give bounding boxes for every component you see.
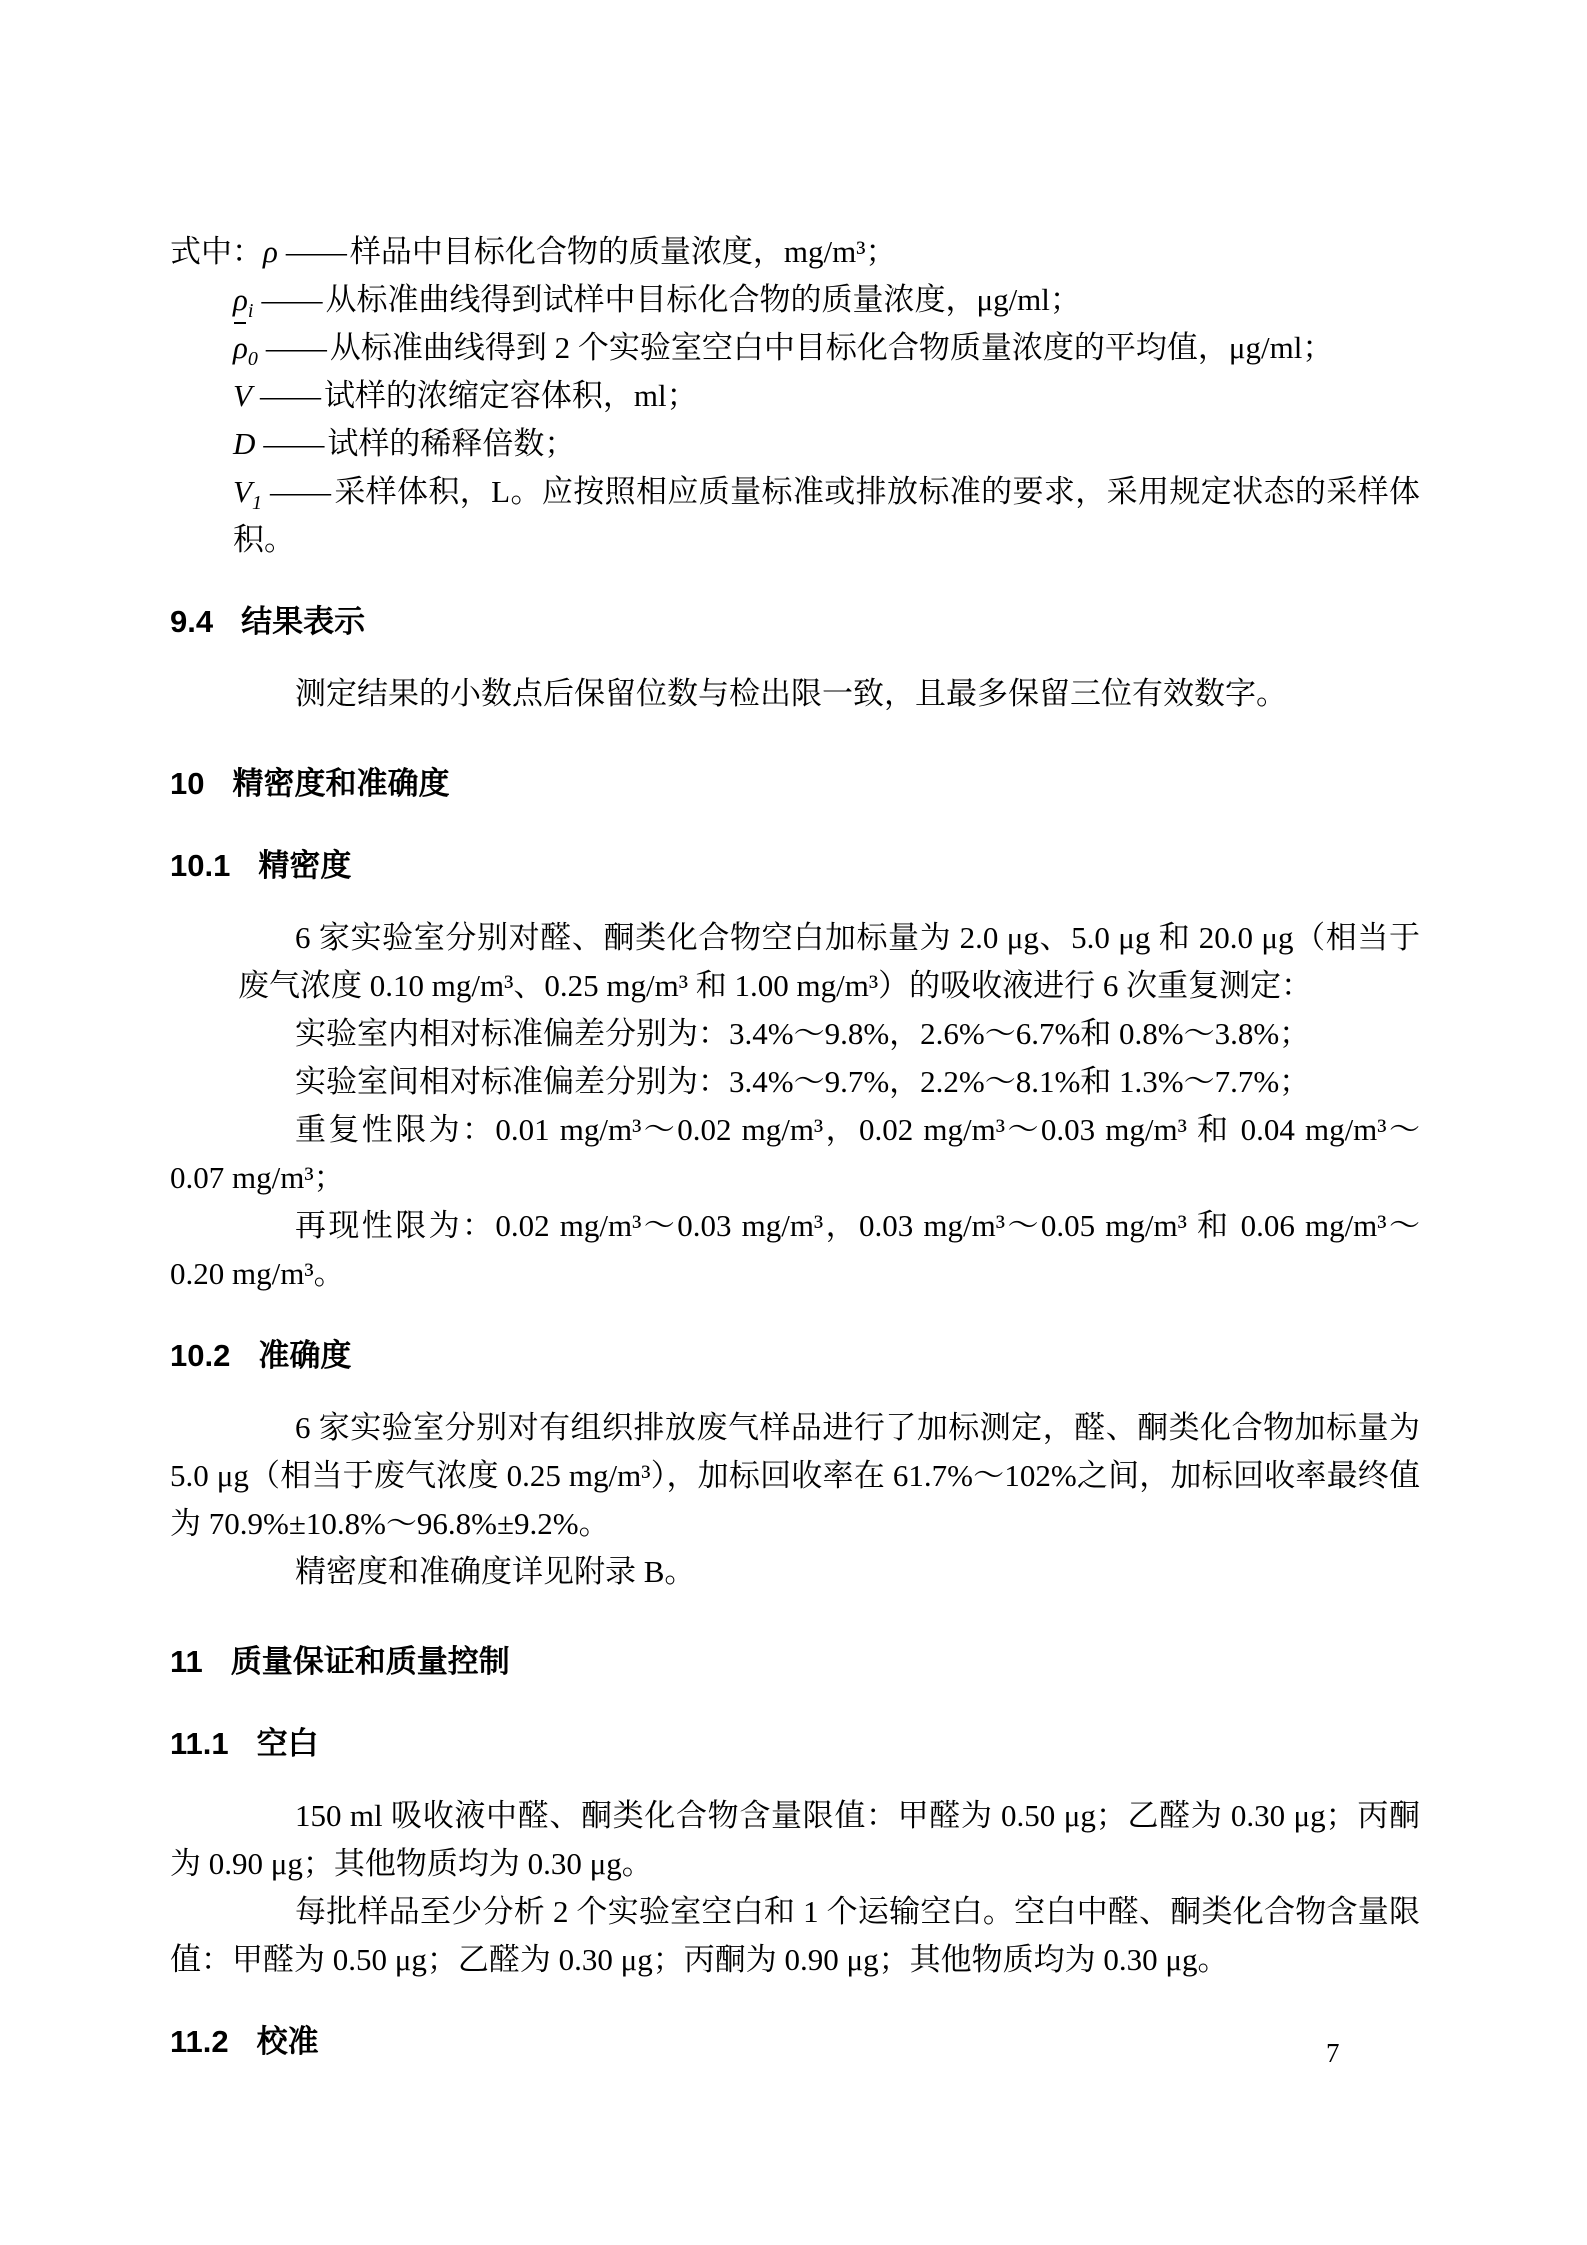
definition-line [170, 324, 1420, 372]
section-heading [170, 598, 1420, 646]
section-number: 11 [170, 1644, 203, 1679]
paragraph: 再现性限为：0.02 mg/m³～0.03 mg/m³，0.03 mg/m³～0.05 mg/m³ 和 0.06 mg/m³～0.20 mg/m³。 [170, 1208, 1420, 1291]
definition-dash: —— [269, 474, 330, 509]
section-number: 10.2 [170, 1338, 231, 1373]
definition-line [170, 228, 1420, 276]
variable-base: ρ [263, 234, 278, 269]
paragraph: 精密度和准确度详见附录 B。 [295, 1554, 696, 1589]
variable-symbol [233, 330, 258, 371]
paragraph: 重复性限为：0.01 mg/m³～0.02 mg/m³，0.02 mg/m³～0.03 mg/m³ 和 0.04 mg/m³～0.07 mg/m³； [170, 1112, 1420, 1195]
paragraph: 6 家实验室分别对醛、酮类化合物空白加标量为 2.0 μg、5.0 μg 和 20.0 μg（相当于废气浓度 0.10 mg/m³、0.25 mg/m³ 和 1.00 mg/m³）的吸收液进行 6 次重复测定： [238, 920, 1420, 1003]
variable-base: ρ [233, 324, 248, 372]
page-number: 7 [1326, 2038, 1340, 2068]
variable-subscript: 1 [251, 492, 262, 515]
paragraph: 每批样品至少分析 2 个实验室空白和 1 个运输空白。空白中醛、酮类化合物含量限值：甲醛为 0.50 μg；乙醛为 0.30 μg；丙酮为 0.90 μg；其他物质均为 0.30 μg。 [170, 1894, 1420, 1977]
definition-text: 从标准曲线得到试样中目标化合物的质量浓度，μg/ml； [325, 282, 1081, 317]
variable-symbol [233, 378, 252, 413]
section-title: 结果表示 [241, 604, 366, 639]
variable-symbol [233, 282, 254, 323]
definition-line [170, 372, 1420, 420]
section-heading [170, 2018, 1420, 2066]
variable-base: V [233, 378, 252, 413]
definition-dash: —— [259, 378, 320, 413]
paragraph: 150 ml 吸收液中醛、酮类化合物含量限值：甲醛为 0.50 μg；乙醛为 0.30 μg；丙酮为 0.90 μg；其他物质均为 0.30 μg。 [170, 1798, 1420, 1881]
definition-line [170, 276, 1420, 324]
variable-symbol [233, 426, 255, 461]
section-title: 准确度 [258, 1338, 352, 1373]
definition-dash: —— [285, 234, 346, 269]
definition-text: 从标准曲线得到 2 个实验室空白中目标化合物质量浓度的平均值，μg/ml； [329, 330, 1334, 365]
paragraph: 实验室内相对标准偏差分别为：3.4%～9.8%，2.6%～6.7%和 0.8%～3.8%； [295, 1016, 1311, 1051]
definition-text: 试样的浓缩定容体积，ml； [323, 378, 698, 413]
paragraph: 实验室间相对标准偏差分别为：3.4%～9.7%，2.2%～8.1%和 1.3%～7.7%； [295, 1064, 1311, 1099]
definition-lead: 式中： [170, 234, 263, 269]
section-number: 9.4 [170, 604, 214, 639]
variable-base: ρ [233, 282, 248, 317]
definition-line [170, 420, 1420, 468]
section-number: 10 [170, 766, 205, 801]
section-heading [170, 760, 1420, 808]
variable-base: D [233, 426, 256, 461]
variable-base: V [233, 474, 252, 509]
definition-dash: —— [261, 282, 322, 317]
variable-symbol [263, 234, 278, 269]
section-heading [170, 1720, 1420, 1768]
definition-line [170, 468, 1420, 564]
section-title: 精密度和准确度 [232, 766, 450, 801]
paragraph: 测定结果的小数点后保留位数与检出限一致，且最多保留三位有效数字。 [295, 676, 1287, 711]
section-number: 11.1 [170, 1726, 229, 1761]
section-title: 校准 [256, 2024, 319, 2059]
definition-list [170, 228, 1420, 564]
definition-text: 样品中目标化合物的质量浓度，mg/m³； [349, 234, 897, 269]
section-heading [170, 1332, 1420, 1380]
definition-dash: —— [265, 330, 326, 365]
section-heading [170, 842, 1420, 890]
section-heading [170, 1638, 1420, 1686]
section-number: 10.1 [170, 848, 231, 883]
definition-dash: —— [263, 426, 324, 461]
definition-text: 采样体积，L。应按照相应质量标准或排放标准的要求，采用规定状态的采样体积。 [233, 474, 1420, 557]
section-title: 质量保证和质量控制 [230, 1644, 510, 1679]
paragraph: 6 家实验室分别对有组织排放废气样品进行了加标测定，醛、酮类化合物加标量为 5.0 μg（相当于废气浓度 0.25 mg/m³），加标回收率在 61.7%～102%之间，加标回收率最终值为 70.9%±10.8%～96.8%±9.2%。 [170, 1410, 1420, 1541]
variable-symbol [233, 474, 262, 515]
section-title: 空白 [256, 1726, 319, 1761]
variable-subscript: 0 [247, 348, 258, 371]
section-title: 精密度 [258, 848, 352, 883]
definition-text: 试样的稀释倍数； [327, 426, 576, 461]
section-number: 11.2 [170, 2024, 229, 2059]
variable-subscript: i [247, 300, 254, 323]
document-body [170, 228, 1420, 2066]
